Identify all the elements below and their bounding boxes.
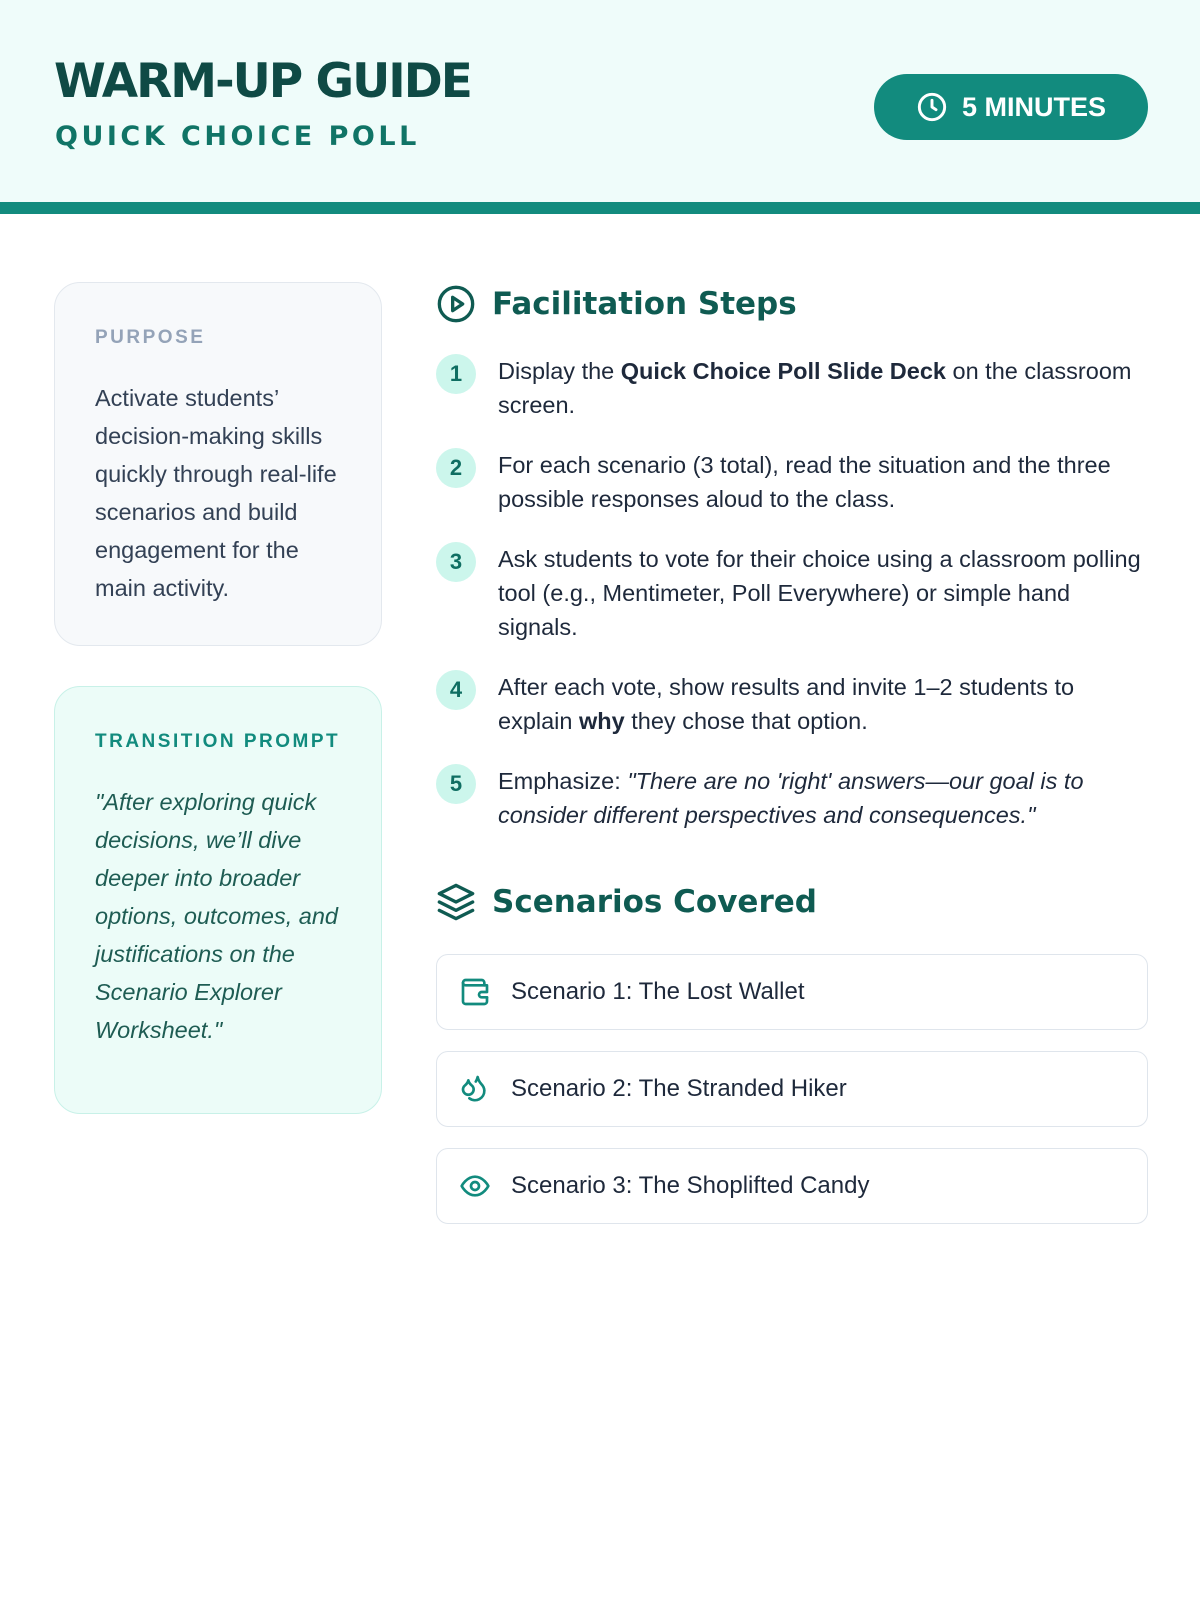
play-circle-icon	[436, 284, 476, 324]
step-text: Display the Quick Choice Poll Slide Deck on the classroom screen.	[498, 358, 1132, 418]
page-subtitle: QUICK CHOICE POLL	[55, 121, 420, 152]
facilitation-heading	[436, 284, 797, 324]
step-item	[436, 542, 1148, 644]
step-item	[436, 354, 1148, 422]
step-text: Emphasize: "There are no 'right' answers—our goal is to consider different perspectives and consequences."	[498, 768, 1084, 828]
scenario-item	[436, 1051, 1148, 1127]
step-number: 5	[436, 764, 476, 804]
scenario-item	[436, 954, 1148, 1030]
scenario-label: Scenario 2: The Stranded Hiker	[511, 1075, 847, 1102]
step-text: After each vote, show results and invite 1–2 students to explain why they chose that option.	[498, 674, 1075, 734]
facilitation-steps	[436, 354, 1148, 858]
scenario-label: Scenario 3: The Shoplifted Candy	[511, 1172, 870, 1199]
duration-badge	[874, 74, 1148, 140]
step-number: 1	[436, 354, 476, 394]
wallet-icon	[459, 976, 491, 1008]
purpose-label: PURPOSE	[95, 327, 206, 348]
step-item	[436, 448, 1148, 516]
purpose-text: Activate students’ decision-making skills quickly through real-life scenarios and build engagement for the main activity.	[95, 385, 337, 601]
scenarios-heading	[436, 882, 817, 922]
step-item	[436, 764, 1148, 832]
step-text: Ask students to vote for their choice using a classroom polling tool (e.g., Mentimeter, Poll Everywhere) or simple hand signals.	[498, 546, 1141, 640]
scenario-item	[436, 1148, 1148, 1224]
purpose-card	[54, 282, 382, 646]
scenario-list	[436, 954, 1148, 1245]
eye-icon	[459, 1170, 491, 1202]
layers-icon	[436, 882, 476, 922]
step-text: For each scenario (3 total), read the situation and the three possible responses aloud to the class.	[498, 452, 1111, 512]
step-number: 2	[436, 448, 476, 488]
transition-card	[54, 686, 382, 1114]
transition-text: "After exploring quick decisions, we’ll dive deeper into broader options, outcomes, and justifications on the Scenario Explorer Worksheet."	[95, 789, 338, 1043]
transition-label: TRANSITION PROMPT	[95, 731, 341, 752]
step-number: 3	[436, 542, 476, 582]
droplets-icon	[459, 1073, 491, 1105]
clock-icon	[916, 91, 948, 123]
facilitation-title: Facilitation Steps	[492, 286, 797, 322]
scenarios-title: Scenarios Covered	[492, 884, 817, 920]
step-number: 4	[436, 670, 476, 710]
step-item	[436, 670, 1148, 738]
scenario-label: Scenario 1: The Lost Wallet	[511, 978, 805, 1005]
duration-text: 5 MINUTES	[961, 91, 1107, 122]
page-title: WARM-UP GUIDE	[54, 54, 471, 109]
header	[0, 0, 1200, 214]
